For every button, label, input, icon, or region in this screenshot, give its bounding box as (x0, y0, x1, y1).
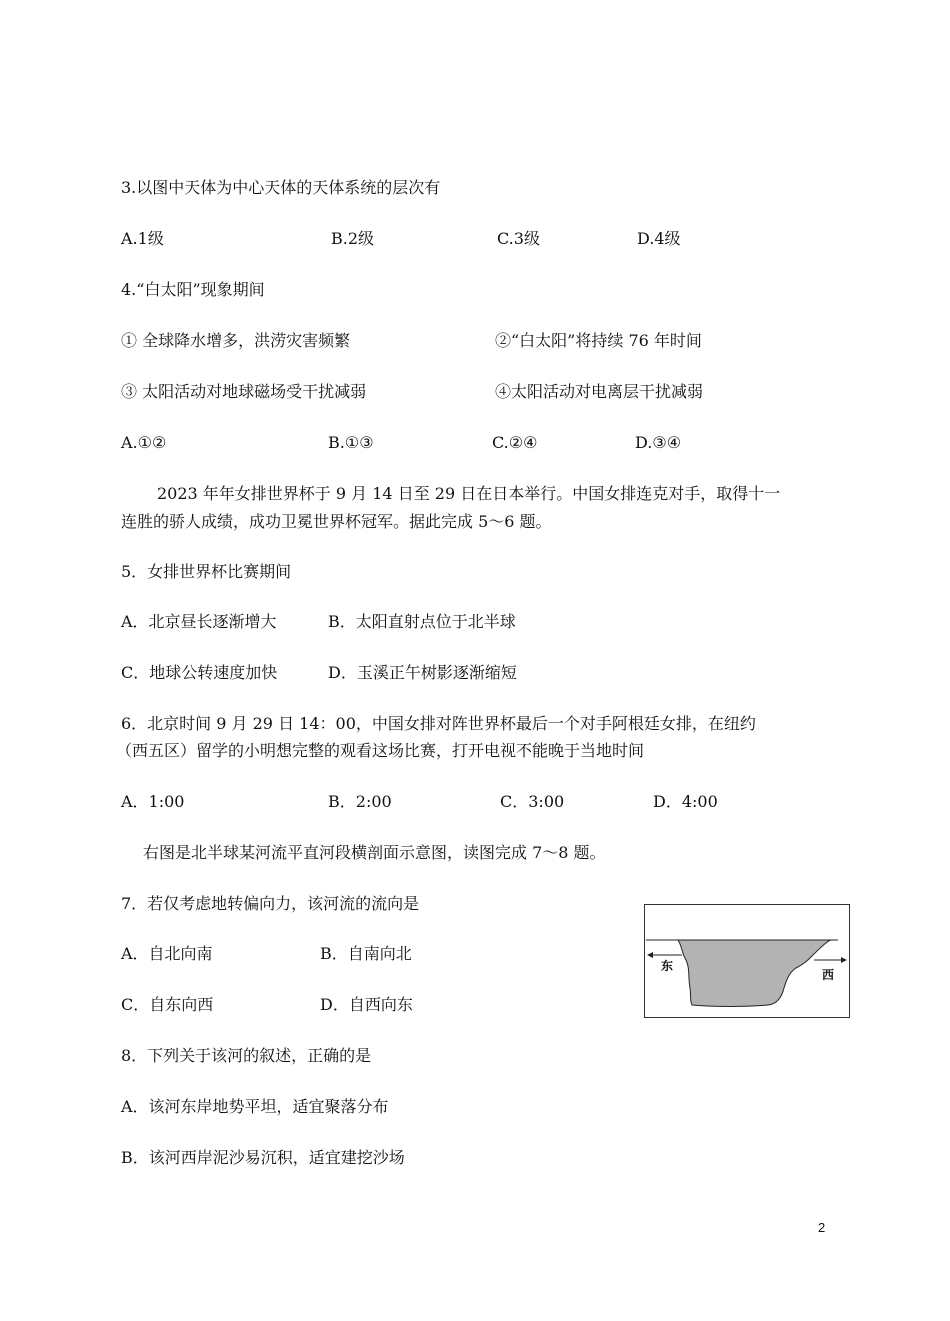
question-6-stem-line-2: （西五区）留学的小明想完整的观看这场比赛，打开电视不能晚于当地时间 (116, 741, 645, 760)
question-6-option-a: A．1:00 (121, 792, 185, 811)
question-6-option-b: B．2:00 (328, 792, 392, 811)
river-cross-section-figure (644, 904, 850, 1018)
question-4-option-a: A.①② (121, 433, 167, 452)
question-3-option-d: D.4级 (637, 229, 681, 248)
question-6-option-d: D．4:00 (653, 792, 718, 811)
question-4-stem: 4.“白太阳”现象期间 (121, 280, 265, 299)
question-5-option-b: B．太阳直射点位于北半球 (328, 612, 516, 631)
question-6-option-c: C．3:00 (500, 792, 565, 811)
question-3-option-c: C.3级 (497, 229, 540, 248)
question-4-option-b: B.①③ (328, 433, 374, 452)
question-8-option-b: B．该河西岸泥沙易沉积，适宜建挖沙场 (121, 1148, 405, 1167)
page-number: 2 (818, 1220, 826, 1235)
question-4-statement-1: ① 全球降水增多，洪涝灾害频繁 (121, 331, 351, 350)
question-3-option-a: A.1级 (121, 229, 164, 248)
question-3-option-b: B.2级 (331, 229, 375, 248)
question-8-stem: 8．下列关于该河的叙述，正确的是 (121, 1046, 372, 1065)
passage-2: 右图是北半球某河流平直河段横剖面示意图，读图完成 7～8 题。 (143, 843, 606, 862)
question-4-option-d: D.③④ (635, 433, 682, 452)
question-7-option-b: B．自南向北 (320, 944, 412, 963)
question-4-statement-3: ③ 太阳活动对地球磁场受干扰减弱 (121, 382, 367, 401)
question-3-stem: 3.以图中天体为中心天体的天体系统的层次有 (121, 178, 441, 197)
question-7-stem: 7．若仅考虑地转偏向力，该河流的流向是 (121, 894, 420, 913)
passage-1-line-1: 2023 年年女排世界杯于 9 月 14 日至 29 日在日本举行。中国女排连克对手，取得十一 (157, 484, 781, 503)
question-7-option-a: A．自北向南 (121, 944, 213, 963)
question-5-option-a: A．北京昼长逐渐增大 (121, 612, 277, 631)
question-7-option-c: C．自东向西 (121, 995, 214, 1014)
question-5-stem: 5．女排世界杯比赛期间 (121, 562, 292, 581)
question-5-option-c: C．地球公转速度加快 (121, 663, 278, 682)
question-6-stem-line-1: 6．北京时间 9 月 29 日 14：00，中国女排对阵世界杯最后一个对手阿根廷女排，在纽约 (121, 714, 756, 733)
question-4-option-c: C.②④ (492, 433, 538, 452)
west-label: 西 (822, 968, 835, 982)
question-4-statement-2: ②“白太阳”将持续 76 年时间 (495, 331, 702, 350)
question-7-option-d: D．自西向东 (320, 995, 413, 1014)
passage-1-line-2: 连胜的骄人成绩，成功卫冕世界杯冠军。据此完成 5～6 题。 (121, 512, 552, 531)
east-label: 东 (661, 959, 674, 973)
question-4-statement-4: ④太阳活动对电离层干扰减弱 (495, 382, 704, 401)
question-5-option-d: D．玉溪正午树影逐渐缩短 (328, 663, 517, 682)
question-8-option-a: A．该河东岸地势平坦，适宜聚落分布 (121, 1097, 389, 1116)
river-cross-section-diagram (644, 904, 850, 1018)
